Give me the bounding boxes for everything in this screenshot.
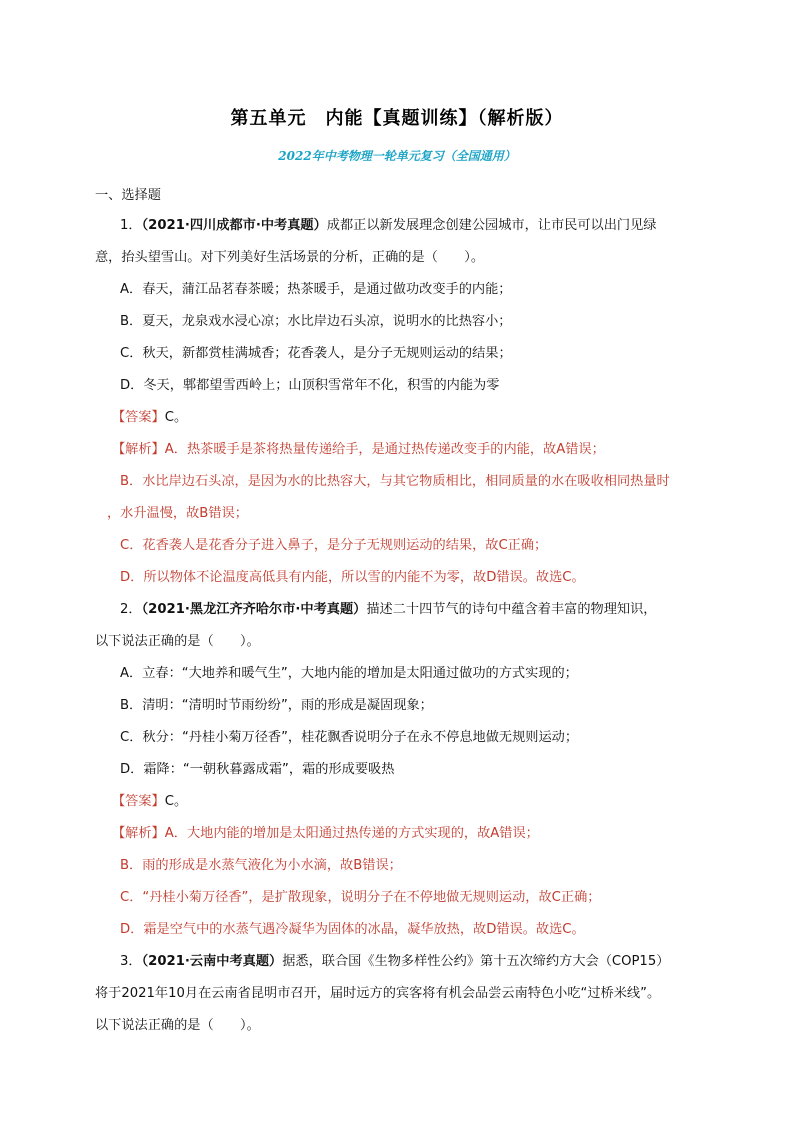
answer-label: 【答案】: [112, 794, 165, 809]
question-2-stem: [120, 601, 656, 619]
question-1-analysis-b-cont: ，水升温慢，故B错误；: [107, 506, 248, 521]
question-source: （2021·云南中考真题）: [141, 954, 283, 969]
analysis-text: A．大地内能的增加是太阳通过热传递的方式实现的，故A错误；: [164, 826, 539, 841]
question-number: 2．: [120, 602, 142, 617]
analysis-text: A．热茶暖手是茶将热量传递给手，是通过热传递改变手的内能，故A错误；: [164, 442, 605, 457]
question-1-option-d: D．冬天，郫都望雪西岭上；山顶积雪常年不化，积雪的内能为零: [120, 378, 500, 393]
analysis-label: 【解析】: [112, 442, 165, 457]
question-2-analysis-c: C．“丹桂小菊万径香”，是扩散现象，说明分子在不停地做无规则运动，故C正确；: [120, 890, 601, 905]
analysis-label: 【解析】: [112, 826, 165, 841]
question-1-analysis-d: D．所以物体不论温度高低具有内能，所以雪的内能不为零，故D错误。故选C。: [120, 570, 585, 585]
question-text: 据悉，联合国《生物多样性公约》第十五次缔约方大会（COP15）: [282, 954, 670, 969]
page-title: 第五单元 内能【真题训练】（解析版）: [230, 108, 564, 129]
question-2-analysis-d: D．霜是空气中的水蒸气遇冷凝华为固体的冰晶，凝华放热，故D错误。故选C。: [120, 922, 585, 937]
question-number: 1．: [120, 218, 142, 233]
question-2-option-b: B．清明：“清明时节雨纷纷”，雨的形成是凝固现象；: [120, 698, 433, 713]
question-1-option-a: A．春天，蒲江品茗春茶暖；热茶暖手，是通过做功改变手的内能；: [120, 282, 512, 297]
question-2-stem-cont: 以下说法正确的是（ ）。: [95, 634, 260, 649]
question-3-stem: [120, 953, 669, 971]
question-2-answer: [112, 793, 187, 811]
section-heading: 一、选择题: [95, 188, 161, 203]
question-text: 成都正以新发展理念创建公园城市，让市民可以出门见绿: [326, 218, 657, 233]
question-1-option-c: C．秋天，新都赏桂满城香；花香袭人，是分子无规则运动的结果；: [120, 346, 512, 361]
page-subtitle: 2022年中考物理一轮单元复习（全国通用）: [278, 149, 516, 163]
question-1-answer: [112, 409, 187, 427]
question-1-analysis-c: C．花香袭人是花香分子进入鼻子，是分子无规则运动的结果，故C正确；: [120, 538, 548, 553]
answer-value: C。: [164, 410, 188, 425]
question-1-analysis-a: [112, 441, 605, 459]
answer-label: 【答案】: [112, 410, 165, 425]
question-3-stem-cont-2: 以下说法正确的是（ ）。: [95, 1018, 260, 1033]
question-2-option-d: D．霜降：“一朝秋暮露成霜”，霜的形成要吸热: [120, 762, 395, 777]
question-3-stem-cont: 将于2021年10月在云南省昆明市召开，届时远方的宾客将有机会品尝云南特色小吃“过桥米线”。: [95, 986, 661, 1001]
question-2-option-c: C．秋分：“丹桂小菊万径香”，桂花飘香说明分子在永不停息地做无规则运动；: [120, 730, 579, 745]
question-2-option-a: A．立春：“大地养和暖气生”，大地内能的增加是太阳通过做功的方式实现的；: [120, 666, 578, 681]
question-1-option-b: B．夏天，龙泉戏水浸心凉；水比岸边石头凉，说明水的比热容小；: [120, 314, 512, 329]
question-1-stem-cont: 意，抬头望雪山。对下列美好生活场景的分析，正确的是（ ）。: [95, 250, 485, 265]
question-source: （2021·黑龙江齐齐哈尔市·中考真题）: [141, 602, 367, 617]
question-2-analysis-b: B．雨的形成是水蒸气液化为小水滴，故B错误；: [120, 858, 402, 873]
question-number: 3．: [120, 954, 142, 969]
question-1-stem: [120, 217, 656, 235]
answer-value: C。: [164, 794, 188, 809]
question-source: （2021·四川成都市·中考真题）: [141, 218, 327, 233]
question-2-analysis-a: [112, 825, 539, 843]
question-text: 描述二十四节气的诗句中蕴含着丰富的物理知识，: [366, 602, 657, 617]
question-1-analysis-b: B．水比岸边石头凉，是因为水的比热容大，与其它物质相比，相同质量的水在吸收相同热量时: [120, 474, 670, 489]
